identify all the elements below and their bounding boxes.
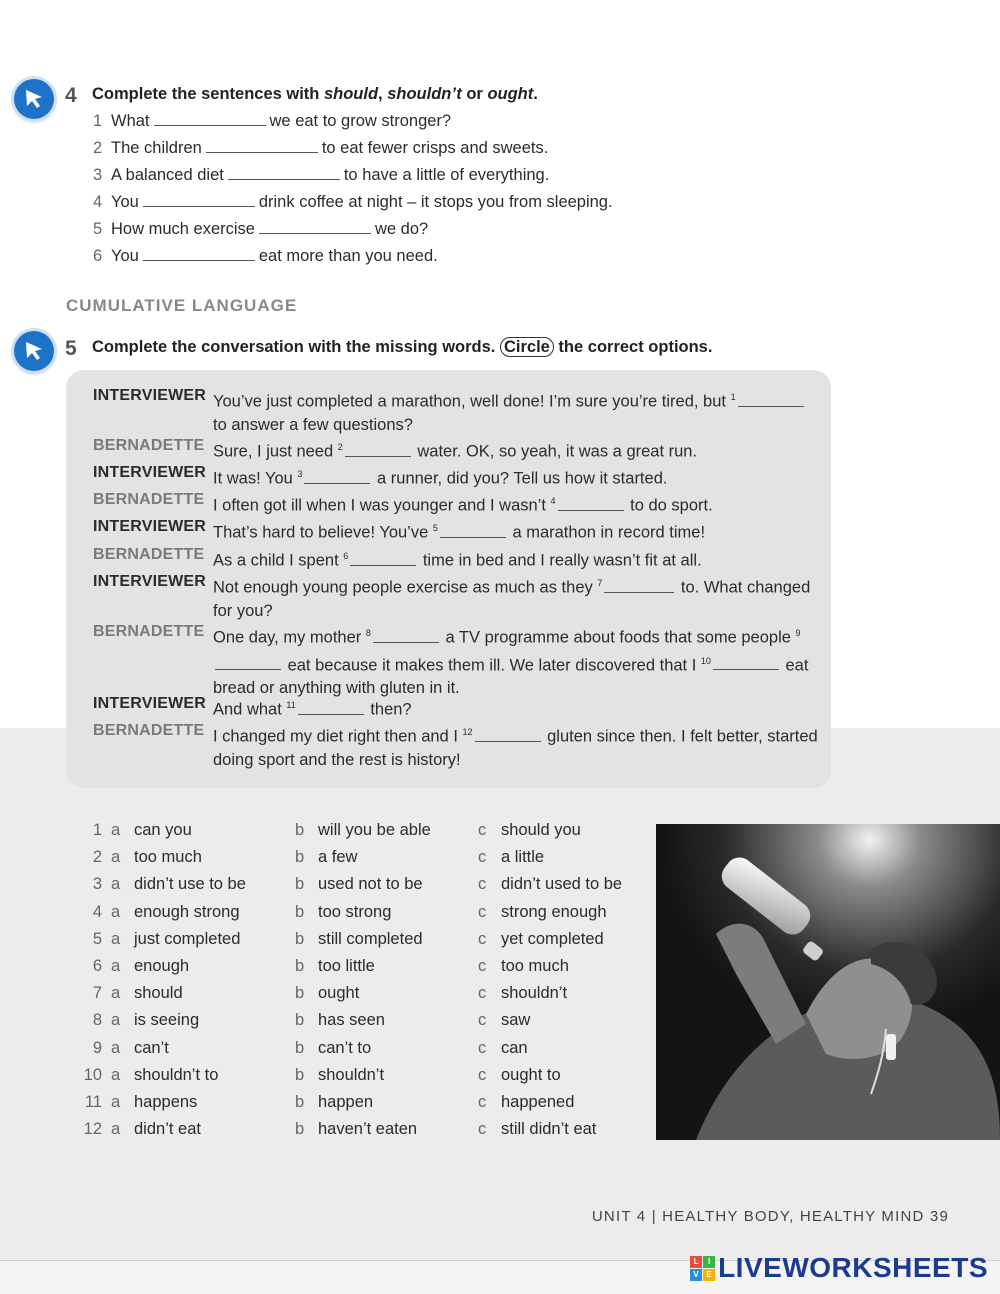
option-a[interactable]: enough bbox=[134, 957, 190, 975]
exercise-4-item bbox=[93, 166, 549, 185]
option-row bbox=[80, 1039, 640, 1063]
option-b[interactable]: ought bbox=[318, 984, 360, 1003]
gap-number: 3 bbox=[297, 469, 303, 479]
dialogue-text: time in bed and I really wasn’t fit at all. bbox=[418, 551, 702, 570]
gap-number: 10 bbox=[700, 655, 711, 666]
option-c[interactable]: strong enough bbox=[501, 902, 607, 921]
gap-blank[interactable] bbox=[304, 482, 370, 484]
exercise-5-cursor-icon[interactable] bbox=[14, 331, 54, 371]
option-c[interactable]: a little bbox=[501, 848, 545, 867]
option-a[interactable]: happens bbox=[134, 1093, 198, 1111]
exercise-4-item bbox=[93, 193, 613, 212]
item-number: 1 bbox=[93, 112, 103, 130]
gap-blank[interactable] bbox=[373, 641, 439, 643]
athlete-drinking-photo bbox=[656, 824, 1000, 1140]
option-letter-b: b bbox=[295, 1038, 305, 1057]
option-a[interactable]: enough strong bbox=[134, 902, 240, 921]
answer-blank[interactable] bbox=[206, 151, 318, 153]
option-letter-a: a bbox=[111, 902, 121, 921]
option-letter-b: b bbox=[295, 1065, 305, 1084]
option-letter-b: b bbox=[295, 875, 305, 894]
option-row bbox=[80, 957, 640, 981]
dialogue-text: I changed my diet right then and I bbox=[213, 727, 463, 746]
option-b[interactable]: a few bbox=[318, 848, 358, 867]
speaker-label: BERNADETTE bbox=[93, 491, 205, 508]
option-number: 3 bbox=[92, 875, 102, 894]
dialogue-text: water. OK, so yeah, it was a great run. bbox=[412, 442, 698, 461]
option-a[interactable]: can you bbox=[134, 821, 192, 839]
option-row bbox=[80, 1120, 640, 1144]
option-letter-a: a bbox=[111, 957, 121, 975]
option-letter-b: b bbox=[295, 821, 305, 839]
answer-blank[interactable] bbox=[154, 124, 266, 126]
dialogue-text: eat bread or anything with gluten in it. bbox=[213, 656, 809, 697]
option-row bbox=[80, 903, 640, 927]
speaker-label: BERNADETTE bbox=[93, 722, 205, 739]
dialogue-text: You’ve just completed a marathon, well done! I’m sure you’re tired, but bbox=[213, 392, 731, 411]
dialogue-text: eat because it makes them ill. We later discovered that I bbox=[283, 656, 701, 674]
option-c[interactable]: happened bbox=[501, 1093, 575, 1111]
speaker-label: BERNADETTE bbox=[93, 437, 205, 454]
option-a[interactable]: is seeing bbox=[134, 1011, 200, 1030]
option-b[interactable]: too strong bbox=[318, 902, 392, 921]
gap-blank[interactable] bbox=[558, 509, 624, 511]
option-a[interactable]: can’t bbox=[134, 1038, 169, 1057]
option-number: 9 bbox=[92, 1038, 102, 1057]
option-letter-c: c bbox=[478, 929, 487, 948]
dialogue-text: gluten since then. I felt better, started doing sport and the rest is history! bbox=[213, 727, 818, 769]
gap-number: 1 bbox=[730, 392, 736, 402]
option-a[interactable]: shouldn’t to bbox=[134, 1065, 219, 1084]
gap-blank[interactable] bbox=[440, 536, 506, 538]
dialogue-line bbox=[213, 694, 818, 722]
option-a[interactable]: didn’t use to be bbox=[134, 875, 246, 894]
option-letter-c: c bbox=[478, 1093, 487, 1111]
dialogue-text: to answer a few questions? bbox=[213, 415, 413, 434]
gap-number: 4 bbox=[550, 496, 556, 506]
option-b[interactable]: has seen bbox=[318, 1011, 385, 1030]
option-row bbox=[80, 930, 640, 954]
option-number: 4 bbox=[92, 902, 102, 921]
dialogue-text: to do sport. bbox=[625, 496, 713, 515]
speaker-label: INTERVIEWER bbox=[93, 464, 207, 481]
option-number: 11 bbox=[84, 1093, 102, 1111]
dialogue-line bbox=[213, 490, 818, 518]
dialogue-line bbox=[213, 436, 818, 464]
page-footer: UNIT 4 | HEALTHY BODY, HEALTHY MIND 39 bbox=[591, 1208, 949, 1225]
gap-number: 9 bbox=[795, 628, 801, 638]
option-row bbox=[80, 984, 640, 1008]
item-number: 6 bbox=[93, 247, 103, 265]
option-letter-a: a bbox=[111, 984, 121, 1003]
option-number: 7 bbox=[92, 984, 102, 1003]
dialogue-text: As a child I spent bbox=[213, 551, 344, 570]
option-letter-b: b bbox=[295, 848, 305, 867]
option-c[interactable]: shouldn’t bbox=[501, 984, 568, 1003]
option-letter-a: a bbox=[111, 821, 121, 839]
exercise-4-number: 4 bbox=[65, 84, 77, 107]
option-number: 2 bbox=[92, 848, 102, 867]
exercise-4-instructions: Complete the sentences with should, shouldn’t or ought. bbox=[92, 85, 538, 103]
option-c[interactable]: still didn’t eat bbox=[501, 1120, 597, 1139]
item-text-after: we eat to grow stronger? bbox=[269, 112, 452, 130]
gap-number: 5 bbox=[432, 523, 438, 533]
option-row bbox=[80, 821, 640, 845]
answer-blank[interactable] bbox=[228, 178, 340, 180]
option-letter-b: b bbox=[295, 929, 305, 948]
item-text-after: eat more than you need. bbox=[258, 247, 438, 265]
speaker-label: BERNADETTE bbox=[93, 546, 205, 563]
option-a[interactable]: didn’t eat bbox=[134, 1120, 201, 1139]
item-text-after: to have a little of everything. bbox=[343, 166, 550, 184]
dialogue-text: then? bbox=[365, 700, 412, 719]
exercise-4-item bbox=[93, 139, 548, 158]
answer-blank[interactable] bbox=[259, 232, 371, 234]
dialogue-text: It was! You bbox=[213, 469, 298, 488]
option-a[interactable]: too much bbox=[134, 848, 202, 867]
option-b[interactable]: can’t to bbox=[318, 1038, 372, 1057]
option-c[interactable]: should you bbox=[501, 821, 581, 839]
item-text-before: What bbox=[111, 112, 150, 130]
page-number: 39 bbox=[929, 1208, 949, 1225]
section-heading: CUMULATIVE LANGUAGE bbox=[66, 296, 298, 315]
option-letter-c: c bbox=[478, 848, 487, 867]
liveworksheets-logo[interactable]: L I V E LIVEWORKSHEETS bbox=[690, 1252, 988, 1284]
exercise-5-number: 5 bbox=[65, 337, 77, 360]
option-letter-c: c bbox=[478, 1065, 487, 1084]
option-letter-b: b bbox=[295, 1120, 305, 1139]
option-letter-a: a bbox=[111, 929, 121, 948]
option-letter-b: b bbox=[295, 957, 305, 975]
option-letter-a: a bbox=[111, 1038, 121, 1057]
option-b[interactable]: still completed bbox=[318, 929, 423, 948]
dialogue-text: I often got ill when I was younger and I wasn’t bbox=[213, 496, 551, 515]
item-text-after: we do? bbox=[374, 220, 429, 238]
option-b[interactable]: used not to be bbox=[318, 875, 423, 894]
option-letter-c: c bbox=[478, 821, 487, 839]
gap-blank[interactable] bbox=[604, 591, 674, 593]
option-row bbox=[80, 1066, 640, 1090]
option-c[interactable]: saw bbox=[501, 1011, 531, 1030]
item-text-after: drink coffee at night – it stops you from sleeping. bbox=[258, 193, 613, 211]
option-c[interactable]: can bbox=[501, 1038, 528, 1057]
option-letter-b: b bbox=[295, 902, 305, 921]
dialogue-text: That’s hard to believe! You’ve bbox=[213, 523, 433, 542]
gap-number: 11 bbox=[286, 700, 296, 710]
answer-blank[interactable] bbox=[143, 259, 255, 261]
item-number: 4 bbox=[93, 193, 103, 211]
gap-number: 6 bbox=[343, 551, 349, 561]
option-letter-a: a bbox=[111, 875, 121, 894]
logo-squares-icon: L I V E bbox=[690, 1256, 715, 1281]
option-letter-b: b bbox=[295, 1011, 305, 1030]
option-number: 10 bbox=[83, 1065, 102, 1084]
dialogue-text: a runner, did you? Tell us how it started. bbox=[372, 469, 668, 488]
dialogue-text: to. What changed for you? bbox=[213, 578, 811, 620]
option-a[interactable]: should bbox=[134, 984, 183, 1003]
gap-blank[interactable] bbox=[350, 564, 416, 566]
item-number: 3 bbox=[93, 166, 103, 184]
option-c[interactable]: ought to bbox=[501, 1065, 561, 1084]
option-letter-c: c bbox=[478, 1011, 487, 1030]
gap-blank[interactable] bbox=[738, 405, 804, 407]
gap-number: 8 bbox=[365, 628, 371, 638]
option-letter-c: c bbox=[478, 875, 487, 894]
option-letter-a: a bbox=[111, 1120, 121, 1139]
option-letter-a: a bbox=[111, 1011, 121, 1030]
item-text-after: to eat fewer crisps and sweets. bbox=[321, 139, 549, 157]
dialogue-text: One day, my mother bbox=[213, 628, 366, 647]
option-letter-b: b bbox=[295, 984, 305, 1003]
dialogue-line bbox=[213, 572, 818, 623]
gap-blank[interactable] bbox=[475, 740, 541, 742]
item-number: 2 bbox=[93, 139, 103, 157]
option-c[interactable]: didn’t used to be bbox=[501, 875, 623, 894]
dialogue-line bbox=[213, 386, 818, 437]
option-b[interactable]: shouldn’t bbox=[318, 1065, 385, 1084]
answer-blank[interactable] bbox=[143, 205, 255, 207]
option-letter-c: c bbox=[478, 1038, 487, 1057]
item-text-before: The children bbox=[111, 139, 202, 157]
option-b[interactable]: haven’t eaten bbox=[318, 1120, 418, 1139]
option-number: 12 bbox=[83, 1120, 102, 1139]
option-row bbox=[80, 848, 640, 872]
item-text-before: You bbox=[111, 247, 139, 265]
option-row bbox=[80, 1093, 640, 1117]
option-number: 8 bbox=[92, 1011, 102, 1030]
option-number: 1 bbox=[92, 821, 102, 839]
speaker-label: INTERVIEWER bbox=[93, 387, 207, 404]
option-number: 6 bbox=[92, 957, 102, 975]
gap-number: 12 bbox=[462, 727, 473, 737]
speaker-label: INTERVIEWER bbox=[93, 695, 207, 712]
item-text-before: You bbox=[111, 193, 139, 211]
exercise-4-item bbox=[93, 112, 451, 131]
circle-word: Circle bbox=[500, 337, 554, 357]
option-row bbox=[80, 875, 640, 899]
speaker-label: BERNADETTE bbox=[93, 623, 205, 640]
option-c[interactable]: yet completed bbox=[501, 929, 604, 948]
option-b[interactable]: will you be able bbox=[318, 821, 431, 839]
dialogue-text: a TV programme about foods that some people bbox=[440, 628, 796, 647]
gap-blank[interactable] bbox=[713, 668, 779, 670]
gap-number: 7 bbox=[597, 578, 603, 588]
speaker-label: INTERVIEWER bbox=[93, 518, 207, 535]
gap-blank[interactable] bbox=[298, 713, 364, 715]
dialogue-line bbox=[213, 721, 818, 772]
option-letter-a: a bbox=[111, 1093, 121, 1111]
option-letter-a: a bbox=[111, 1065, 121, 1084]
option-letter-c: c bbox=[478, 902, 487, 921]
option-letter-b: b bbox=[295, 1093, 305, 1111]
option-letter-a: a bbox=[111, 848, 121, 867]
option-number: 5 bbox=[92, 929, 102, 948]
exercise-5-instructions: Complete the conversation with the missing words. Circle the correct options. bbox=[92, 338, 713, 356]
exercise-4-cursor-icon[interactable] bbox=[14, 79, 54, 119]
dialogue-line bbox=[213, 463, 818, 491]
dialogue-line bbox=[213, 622, 818, 700]
item-text-before: A balanced diet bbox=[111, 166, 224, 184]
gap-blank[interactable] bbox=[345, 455, 411, 457]
exercise-4-item bbox=[93, 220, 428, 239]
dialogue-text: Not enough young people exercise as much as they bbox=[213, 578, 598, 597]
item-number: 5 bbox=[93, 220, 103, 238]
option-letter-c: c bbox=[478, 984, 487, 1003]
option-c[interactable]: too much bbox=[501, 957, 569, 975]
option-b[interactable]: happen bbox=[318, 1093, 374, 1111]
dialogue-text: Sure, I just need bbox=[213, 442, 338, 461]
dialogue-line bbox=[213, 545, 818, 573]
dialogue-line bbox=[213, 517, 818, 545]
option-letter-c: c bbox=[478, 1120, 487, 1139]
option-a[interactable]: just completed bbox=[134, 929, 241, 948]
option-letter-c: c bbox=[478, 957, 487, 975]
exercise-4-item bbox=[93, 247, 438, 266]
dialogue-text: a marathon in record time! bbox=[507, 523, 706, 542]
option-row bbox=[80, 1011, 640, 1035]
dialogue-text: And what bbox=[213, 700, 287, 719]
speaker-label: INTERVIEWER bbox=[93, 573, 207, 590]
gap-blank[interactable] bbox=[215, 668, 281, 670]
gap-number: 2 bbox=[337, 442, 343, 452]
item-text-before: How much exercise bbox=[111, 220, 255, 238]
option-b[interactable]: too little bbox=[318, 957, 375, 975]
